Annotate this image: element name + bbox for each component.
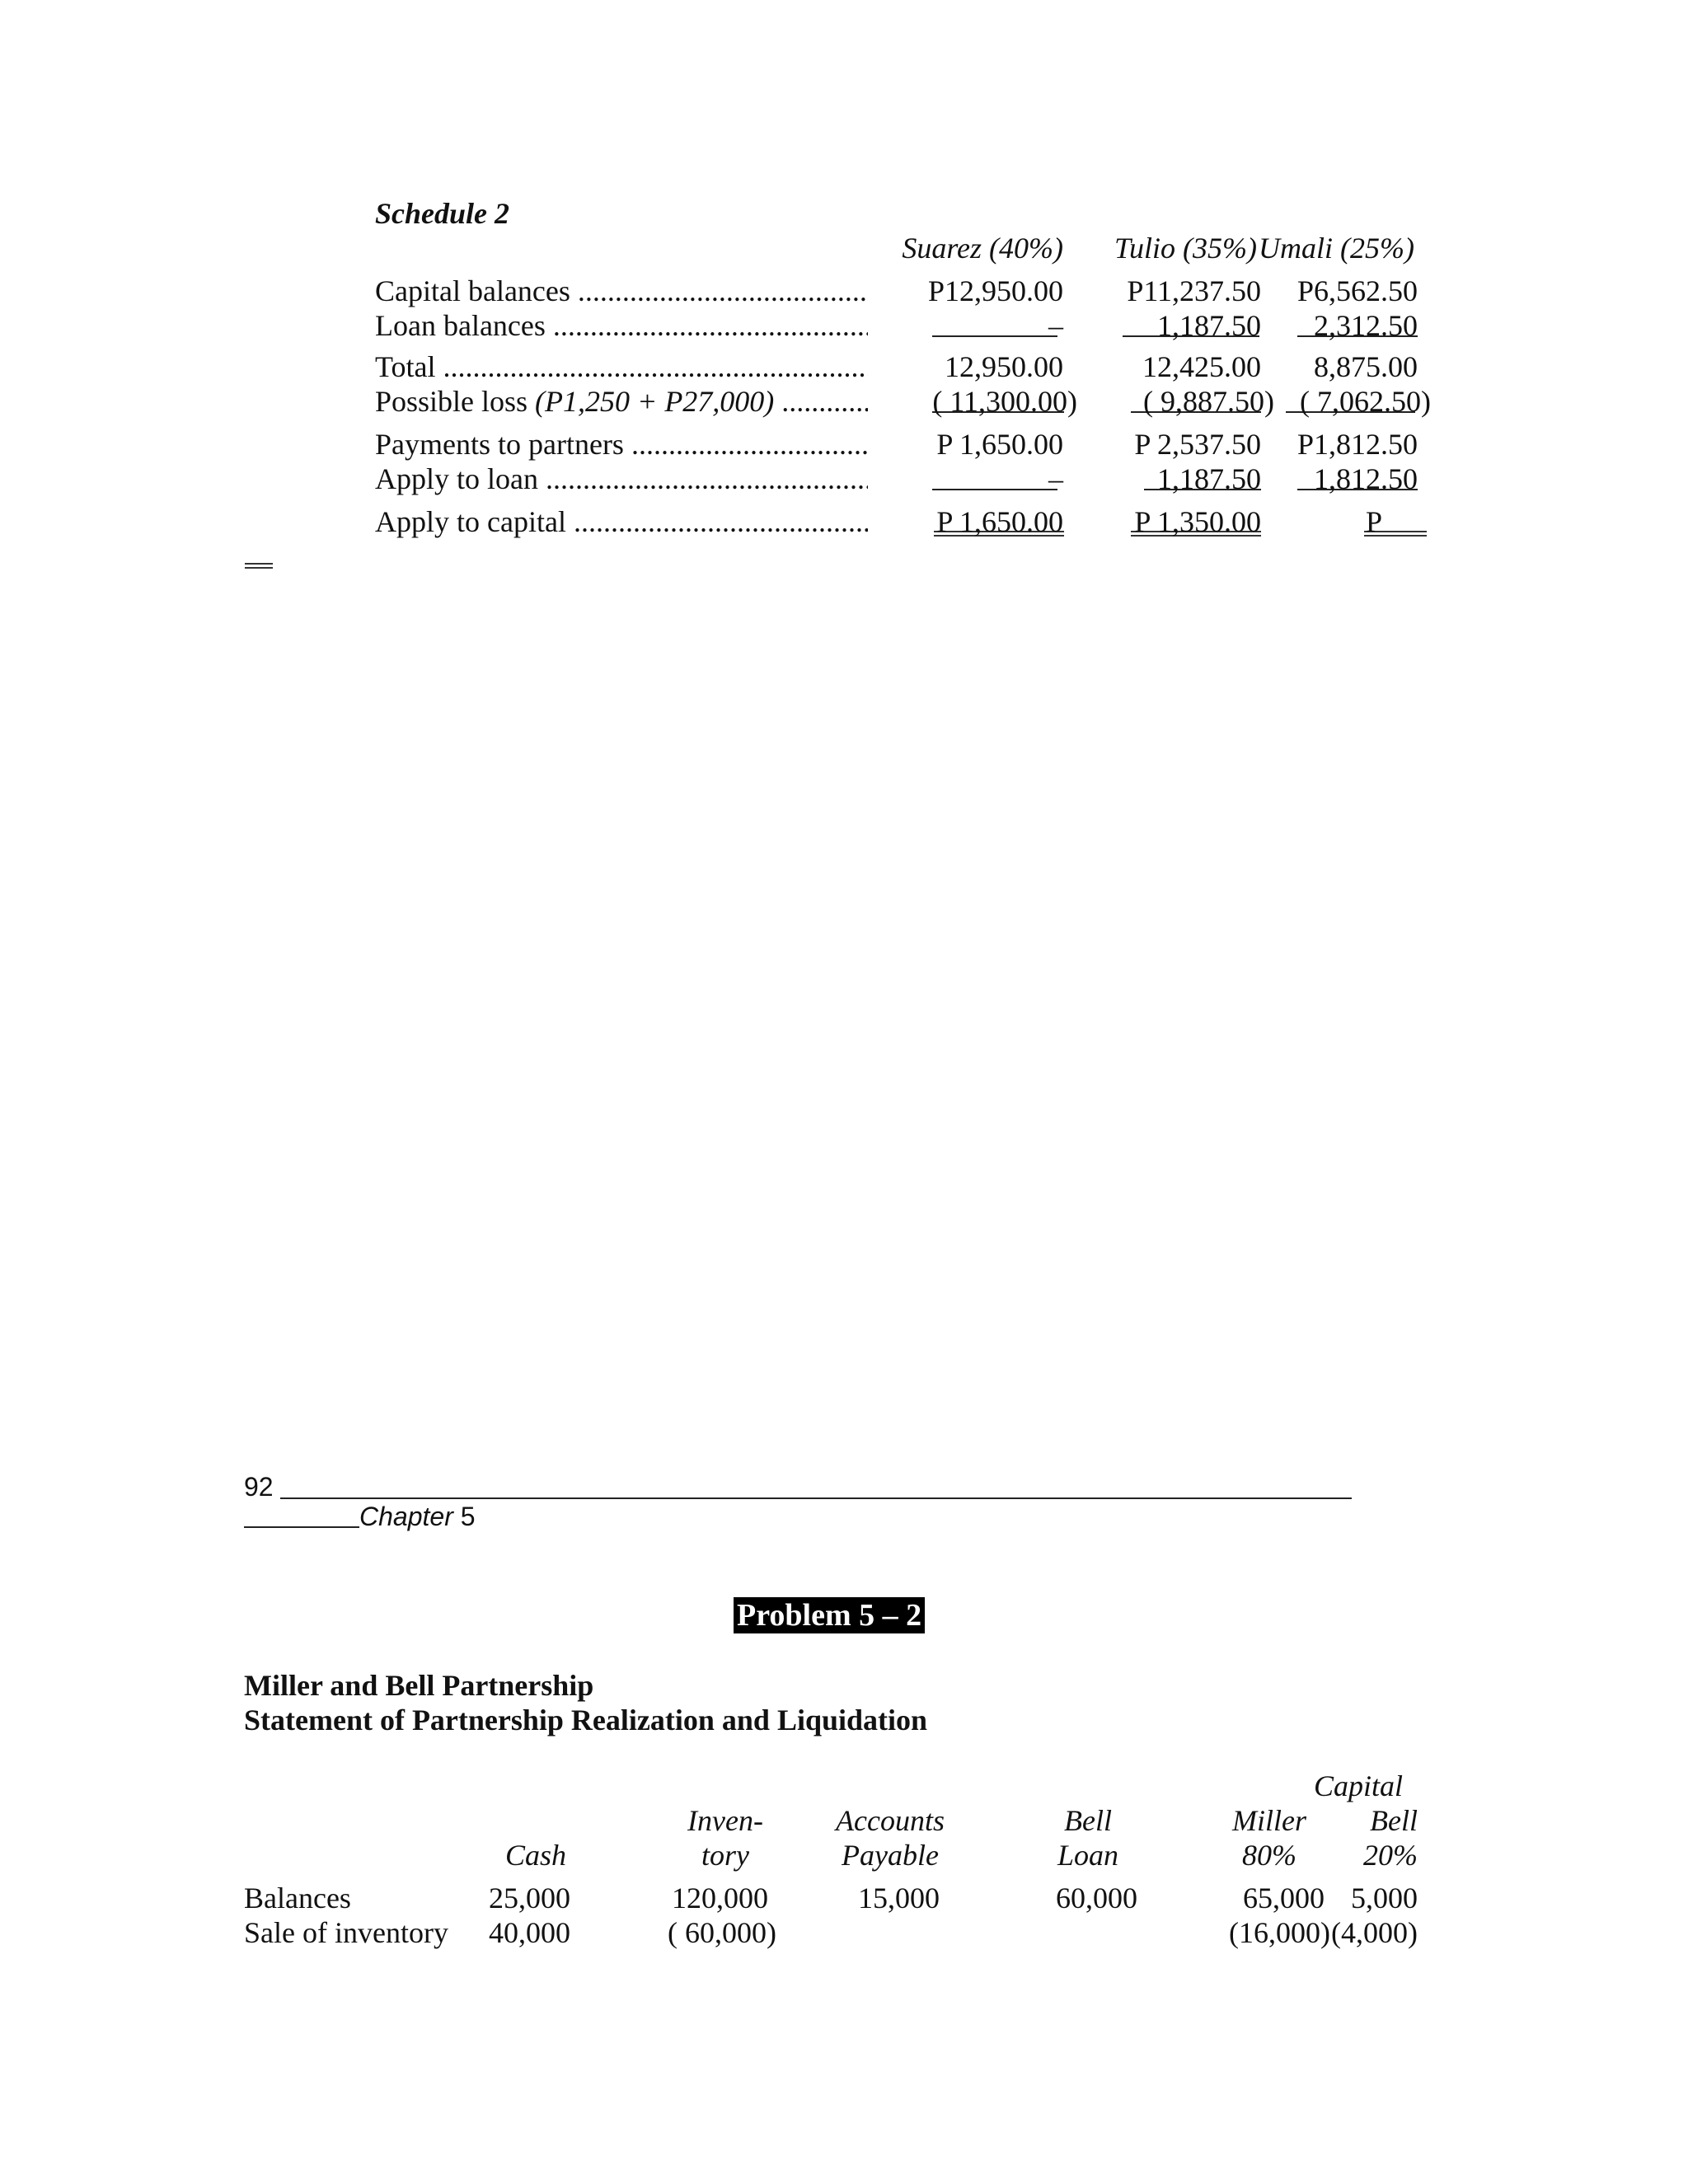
group-header-capital: Capital xyxy=(1314,1769,1404,1802)
row-label: Total ..... xyxy=(375,349,868,384)
cell-tulio: P 2,537.50 xyxy=(1134,428,1261,461)
schedule-title: Schedule 2 xyxy=(375,197,510,230)
col-bell-2: 20% xyxy=(1363,1839,1418,1872)
cell-miller: 65,000 xyxy=(1243,1882,1325,1915)
cell-suarez: P 1,650.00 xyxy=(936,428,1063,461)
cell-cash: 40,000 xyxy=(489,1916,570,1949)
cell-umali: 2,312.50 xyxy=(1314,309,1418,342)
chapter-label: Chapter 5 xyxy=(359,1502,476,1531)
col-ap-1: Accounts xyxy=(836,1804,945,1837)
cell-suarez: P 1,650.00 xyxy=(936,505,1063,538)
cell-inventory: 120,000 xyxy=(672,1882,768,1915)
col-header-umali: Umali (25%) xyxy=(1259,232,1414,265)
cell-inventory: ( 60,000) xyxy=(668,1916,776,1949)
statement-title: Statement of Partnership Realization and Liquidation xyxy=(244,1704,928,1736)
col-ap-2: Payable xyxy=(842,1839,939,1872)
cell-suarez: ( 11,300.00) xyxy=(932,385,1077,418)
cell-miller: (16,000) xyxy=(1229,1916,1330,1949)
row-label: Loan balances ..... xyxy=(375,308,868,343)
col-header-tulio: Tulio (35%) xyxy=(1114,232,1258,265)
cell-umali: P6,562.50 xyxy=(1296,274,1418,307)
header-rule-short xyxy=(244,1526,359,1528)
col-header-suarez: Suarez (40%) xyxy=(902,232,1063,265)
cell-tulio: ( 9,887.50) xyxy=(1143,385,1274,418)
col-cash: Cash xyxy=(504,1839,567,1872)
cell-bell: 5,000 xyxy=(1351,1882,1418,1915)
page-number: 92 xyxy=(244,1472,274,1502)
col-inventory-2: tory xyxy=(701,1839,749,1872)
row-label-sale: Sale of inventory xyxy=(244,1916,448,1949)
cell-umali: P xyxy=(1366,505,1383,538)
header-rule xyxy=(280,1497,1352,1499)
col-inventory-1: Inven- xyxy=(687,1804,763,1837)
cell-umali: P1,812.50 xyxy=(1296,428,1418,461)
cell-tulio: 12,425.00 xyxy=(1142,350,1261,383)
row-label-balances: Balances xyxy=(244,1882,351,1915)
col-miller-2: 80% xyxy=(1242,1839,1296,1872)
row-label: Capital balances ..... xyxy=(375,274,868,308)
col-loan-2: Loan xyxy=(1057,1839,1119,1872)
row-label: Apply to capital ..... xyxy=(375,504,868,539)
cell-suarez: – xyxy=(1048,309,1063,342)
cell-tulio: 1,187.50 xyxy=(1157,309,1261,342)
row-label: Payments to partners ..... xyxy=(375,427,868,462)
col-bell-1: Bell xyxy=(1370,1804,1418,1837)
company-name: Miller and Bell Partnership xyxy=(244,1669,594,1702)
cell-suarez: P12,950.00 xyxy=(927,274,1063,307)
margin-mark xyxy=(245,563,273,569)
cell-tulio: 1,187.50 xyxy=(1157,462,1261,495)
row-label: Apply to loan ..... xyxy=(375,462,868,496)
problem-heading: Problem 5 – 2 xyxy=(734,1597,925,1633)
cell-umali: ( 7,062.50) xyxy=(1300,385,1431,418)
cell-bell: (4,000) xyxy=(1331,1916,1418,1949)
col-miller-1: Miller xyxy=(1232,1804,1306,1837)
cell-loan: 60,000 xyxy=(1056,1882,1137,1915)
col-loan-1: Bell xyxy=(1064,1804,1112,1837)
cell-umali: 1,812.50 xyxy=(1314,462,1418,495)
cell-suarez: 12,950.00 xyxy=(945,350,1063,383)
cell-umali: 8,875.00 xyxy=(1314,350,1418,383)
cell-tulio: P11,237.50 xyxy=(1127,274,1261,307)
row-label: Possible loss (P1,250 + P27,000) ..... xyxy=(375,384,868,419)
cell-cash: 25,000 xyxy=(489,1882,570,1915)
cell-ap: 15,000 xyxy=(858,1882,940,1915)
cell-tulio: P 1,350.00 xyxy=(1134,505,1261,538)
cell-suarez: – xyxy=(1048,462,1063,495)
